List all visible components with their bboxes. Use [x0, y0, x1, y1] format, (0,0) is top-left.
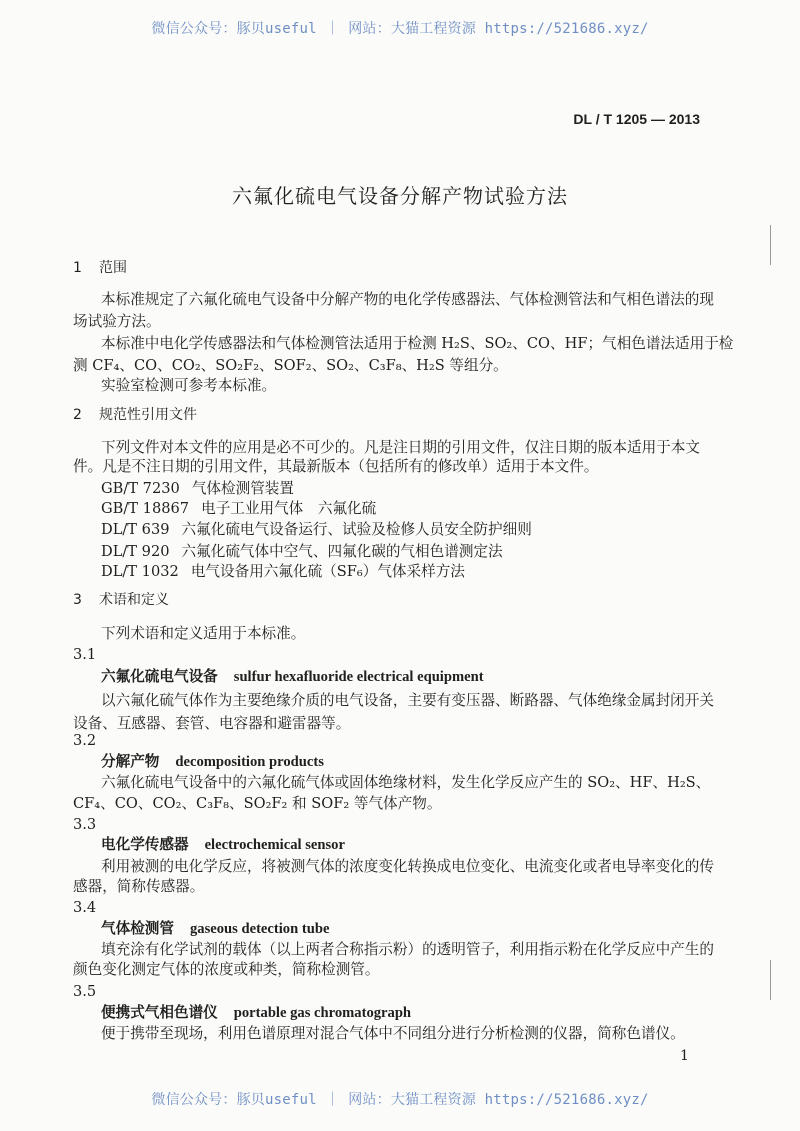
paragraph-line: 下列术语和定义适用于本标准。	[101, 625, 306, 642]
section-title: 范围	[99, 260, 127, 276]
term-number: 3.1	[73, 646, 97, 663]
term-heading	[101, 753, 728, 771]
section-heading-3	[73, 591, 700, 609]
section-heading-2	[73, 406, 700, 424]
document-title: 六氟化硫电气设备分解产物试验方法	[232, 184, 568, 208]
definition-line: 利用被测的电化学反应，将被测气体的浓度变化转换成电位变化、电流变化或者电导率变化的传	[101, 858, 714, 875]
reference-title: 电气设备用六氟化硫（SF₆）气体采样方法	[190, 563, 465, 580]
reference-item	[101, 563, 700, 581]
term-zh: 分解产物	[101, 753, 160, 770]
reference-code: DL/T 1032	[101, 563, 179, 580]
term-heading	[101, 836, 728, 854]
section-number: 3	[73, 592, 82, 608]
paragraph-line: 件。凡是不注日期的引用文件，其最新版本（包括所有的修改单）适用于本文件。	[73, 458, 599, 475]
term-zh: 电化学传感器	[101, 836, 189, 853]
reference-title: 六氟化硫气体中空气、四氟化碳的气相色谱测定法	[181, 543, 503, 560]
term-en: electrochemical sensor	[204, 837, 345, 853]
definition-line: 填充涂有化学试剂的载体（以上两者合称指示粉）的透明管子，利用指示粉在化学反应中产生的	[101, 941, 714, 958]
paragraph-line: 下列文件对本文件的应用是必不可少的。凡是注日期的引用文件，仅注日期的版本适用于本文	[101, 439, 700, 456]
definition-line: 以六氟化硫气体作为主要绝缘介质的电气设备，主要有变压器、断路器、气体绝缘金属封闭开关	[101, 692, 714, 709]
term-en: sulfur hexafluoride electrical equipment	[233, 669, 484, 685]
term-number: 3.3	[73, 816, 97, 833]
term-zh: 六氟化硫电气设备	[101, 668, 218, 685]
reference-code: DL/T 639	[101, 521, 170, 538]
reference-item	[101, 500, 700, 518]
section-title: 规范性引用文件	[99, 407, 197, 423]
term-heading	[101, 668, 728, 686]
definition-line: 六氟化硫电气设备中的六氟化硫气体或固体绝缘材料，发生化学反应产生的 SO₂、HF、H₂S、	[101, 774, 711, 791]
scan-edge-mark	[770, 960, 771, 1000]
term-zh: 便携式气相色谱仪	[101, 1004, 218, 1021]
watermark-bottom: 微信公众号：豚贝useful ｜ 网站：大猫工程资源 https://521686.xyz/	[151, 1092, 649, 1108]
term-number: 3.4	[73, 899, 97, 916]
section-heading-1	[73, 259, 700, 277]
reference-title: 电子工业用气体 六氟化硫	[201, 500, 377, 517]
term-en: gaseous detection tube	[189, 921, 330, 937]
paragraph-line: 测 CF₄、CO、CO₂、SO₂F₂、SOF₂、SO₂、C₃F₈、H₂S 等组分。	[73, 357, 508, 374]
term-number: 3.2	[73, 732, 97, 749]
document-code: DL / T 1205 — 2013	[573, 111, 700, 127]
reference-code: GB/T 7230	[101, 480, 180, 497]
definition-line: 颜色变化测定气体的浓度或种类，简称检测管。	[73, 961, 380, 978]
reference-title: 六氟化硫电气设备运行、试验及检修人员安全防护细则	[181, 521, 532, 538]
term-en: portable gas chromatograph	[233, 1005, 412, 1021]
definition-line: CF₄、CO、CO₂、C₃F₈、SO₂F₂ 和 SOF₂ 等气体产物。	[73, 795, 442, 812]
term-en: decomposition products	[175, 754, 324, 770]
section-number: 2	[73, 407, 82, 423]
scan-edge-mark	[770, 225, 771, 265]
definition-line: 便于携带至现场，利用色谱原理对混合气体中不同组分进行分析检测的仪器，简称色谱仪。	[101, 1025, 685, 1042]
term-number: 3.5	[73, 983, 97, 1000]
reference-item	[101, 521, 700, 539]
paragraph-line: 本标准规定了六氟化硫电气设备中分解产物的电化学传感器法、气体检测管法和气相色谱法的现	[101, 291, 714, 308]
paragraph-line: 实验室检测可参考本标准。	[101, 377, 277, 394]
reference-item	[101, 543, 700, 561]
definition-line: 感器，简称传感器。	[73, 878, 205, 895]
section-number: 1	[73, 260, 82, 276]
term-heading	[101, 920, 728, 938]
section-title: 术语和定义	[99, 592, 169, 608]
term-heading	[101, 1004, 728, 1022]
watermark-top: 微信公众号：豚贝useful ｜ 网站：大猫工程资源 https://521686.xyz/	[151, 21, 649, 37]
term-zh: 气体检测管	[101, 920, 174, 937]
page-number: 1	[680, 1048, 689, 1064]
reference-code: DL/T 920	[101, 543, 170, 560]
reference-item	[101, 480, 700, 498]
definition-line: 设备、互感器、套管、电容器和避雷器等。	[73, 715, 351, 732]
paragraph-line: 本标准中电化学传感器法和气体检测管法适用于检测 H₂S、SO₂、CO、HF；气相色谱法适用于检	[101, 335, 734, 352]
reference-title: 气体检测管装置	[191, 480, 294, 497]
paragraph-line: 场试验方法。	[73, 313, 161, 330]
reference-code: GB/T 18867	[101, 500, 190, 517]
